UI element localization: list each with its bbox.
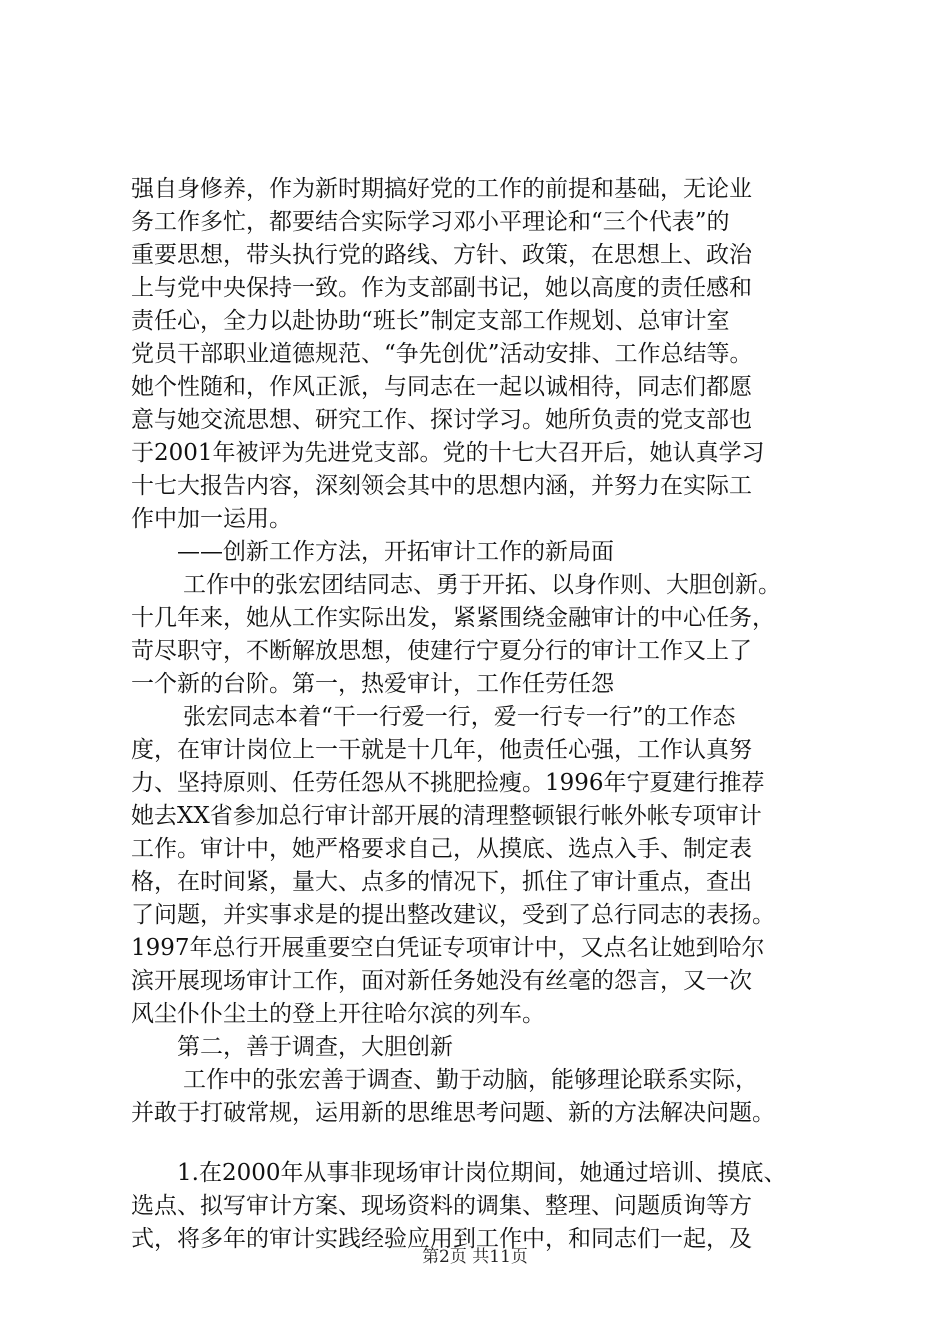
text-line: 强自身修养，作为新时期搞好党的工作的前提和基础，无论业 (131, 176, 752, 202)
text-line: 度，在审计岗位上一干就是十几年，他责任心强，工作认真努 (131, 737, 752, 763)
text-line: 1.在2000年从事非现场审计岗位期间，她通过培训、摸底、 (177, 1160, 787, 1186)
text-line: 式，将多年的审计实践经验应用到工作中，和同志们一起，及 (131, 1226, 752, 1252)
text-line: 风尘仆仆尘土的登上开往哈尔滨的列车。 (131, 1001, 545, 1027)
text-line: 于2001年被评为先进党支部。党的十七大召开后，她认真学习 (131, 440, 765, 466)
text-line: 她去XX省参加总行审计部开展的清理整顿银行帐外帐专项审计 (131, 803, 762, 829)
text-line: 十几年来，她从工作实际出发，紧紧围绕金融审计的中心任务， (131, 605, 775, 631)
text-line: 工作。审计中，她严格要求自己，从摸底、选点入手、制定表 (131, 836, 752, 862)
text-line: 作中加一运用。 (131, 506, 292, 532)
text-line: 了问题，并实事求是的提出整改建议，受到了总行同志的表扬。 (131, 902, 775, 928)
text-line: 上与党中央保持一致。作为支部副书记，她以高度的责任感和 (131, 275, 752, 301)
text-line: 张宏同志本着“干一行爱一行，爱一行专一行”的工作态 (183, 704, 736, 730)
body-text (131, 173, 851, 1256)
text-line: 格，在时间紧，量大、点多的情况下，抓住了审计重点，查出 (131, 869, 752, 895)
text-line: 她个性随和，作风正派，与同志在一起以诚相待，同志们都愿 (131, 374, 752, 400)
text-line: 滨开展现场审计工作，面对新任务她没有丝毫的怨言，又一次 (131, 968, 752, 994)
text-line: 1997年总行开展重要空白凭证专项审计中，又点名让她到哈尔 (131, 935, 765, 961)
text-line: 责任心，全力以赴协助“班长”制定支部工作规划、总审计室 (131, 308, 730, 334)
text-line: 党员干部职业道德规范、“争先创优”活动安排、工作总结等。 (131, 341, 753, 367)
text-line: 选点、拟写审计方案、现场资料的调集、整理、问题质询等方 (131, 1193, 752, 1219)
paragraph-gap (131, 1130, 851, 1157)
text-line: 力、坚持原则、任劳任怨从不挑肥捡瘦。1996年宁夏建行推荐 (131, 770, 765, 796)
section-heading: 第二，善于调查，大胆创新 (177, 1034, 453, 1060)
text-line: 十七大报告内容，深刻领会其中的思想内涵，并努力在实际工 (131, 473, 752, 499)
text-line: 务工作多忙，都要结合实际学习邓小平理论和“三个代表”的 (131, 209, 730, 235)
page-footer: 第2页 共11页 (422, 1247, 528, 1267)
text-line: 并敢于打破常规，运用新的思维思考问题、新的方法解决问题。 (131, 1100, 775, 1126)
text-line: 苛尽职守，不断解放思想，使建行宁夏分行的审计工作又上了 (131, 638, 752, 664)
text-line: 工作中的张宏团结同志、勇于开拓、以身作则、大胆创新。 (183, 572, 781, 598)
text-line: 重要思想，带头执行党的路线、方针、政策，在思想上、政治 (131, 242, 752, 268)
text-line: 意与她交流思想、研究工作、探讨学习。她所负责的党支部也 (131, 407, 752, 433)
section-heading: ——创新工作方法，开拓审计工作的新局面 (177, 539, 614, 565)
text-line: 一个新的台阶。第一，热爱审计，工作任劳任怨 (131, 671, 614, 697)
text-line: 工作中的张宏善于调查、勤于动脑，能够理论联系实际， (183, 1067, 758, 1093)
